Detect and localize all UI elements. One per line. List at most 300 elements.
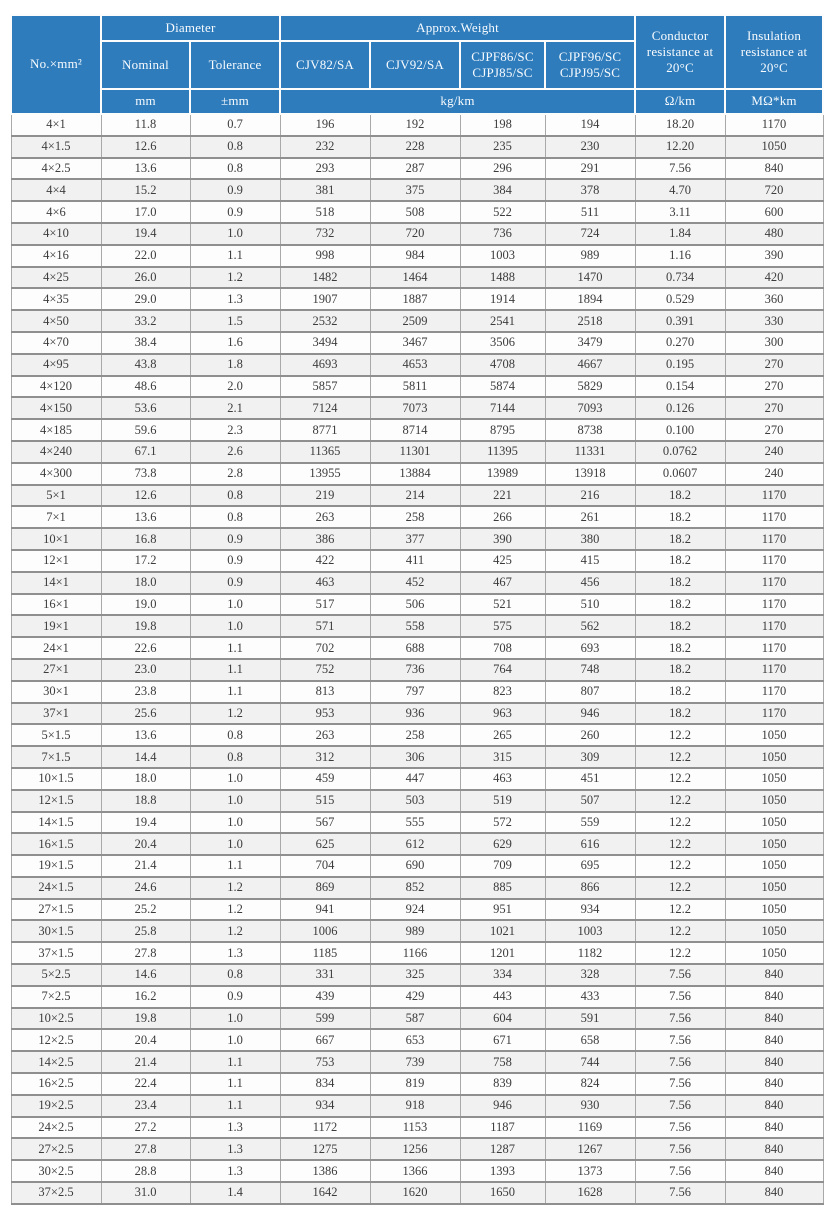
cell: 1482 [280, 267, 370, 289]
header-nominal: Nominal [101, 41, 190, 89]
cell: 12.2 [635, 920, 725, 942]
table-row [11, 397, 823, 419]
cell: 11395 [460, 441, 545, 463]
cell: 18.0 [101, 768, 190, 790]
cell: 1170 [725, 528, 823, 550]
table-row [11, 463, 823, 485]
cell: 503 [370, 790, 460, 812]
cell: 840 [725, 1138, 823, 1160]
cell: 22.6 [101, 637, 190, 659]
cell: 456 [545, 572, 635, 594]
cell: 12.20 [635, 136, 725, 158]
cell: 330 [725, 310, 823, 332]
cell: 1894 [545, 288, 635, 310]
cell: 1050 [725, 790, 823, 812]
cell: 0.529 [635, 288, 725, 310]
cell: 24.6 [101, 877, 190, 899]
cell: 480 [725, 223, 823, 245]
cell: 8738 [545, 419, 635, 441]
cell: 18.2 [635, 594, 725, 616]
table-row [11, 136, 823, 158]
cell: 19.8 [101, 615, 190, 637]
cell: 29.0 [101, 288, 190, 310]
cell: 797 [370, 681, 460, 703]
cell: 989 [370, 920, 460, 942]
cell: 263 [280, 506, 370, 528]
cell: 325 [370, 964, 460, 986]
cell: 24×2.5 [11, 1117, 101, 1139]
cell: 38.4 [101, 332, 190, 354]
cell: 452 [370, 572, 460, 594]
cell: 7×1.5 [11, 746, 101, 768]
cell: 7144 [460, 397, 545, 419]
cell: 48.6 [101, 376, 190, 398]
cell: 4667 [545, 354, 635, 376]
cell: 690 [370, 855, 460, 877]
cell: 720 [370, 223, 460, 245]
cell: 1166 [370, 942, 460, 964]
cell: 1.6 [190, 332, 280, 354]
table-row [11, 855, 823, 877]
cell: 18.2 [635, 637, 725, 659]
cell: 19.8 [101, 1008, 190, 1030]
cell: 384 [460, 179, 545, 201]
cell: 1464 [370, 267, 460, 289]
cell: 73.8 [101, 463, 190, 485]
cell: 27.8 [101, 1138, 190, 1160]
cell: 702 [280, 637, 370, 659]
unit-insulation: MΩ*km [725, 89, 823, 114]
unit-resistance: Ω/km [635, 89, 725, 114]
cell: 918 [370, 1095, 460, 1117]
table-row [11, 877, 823, 899]
cell: 4×10 [11, 223, 101, 245]
cell: 7073 [370, 397, 460, 419]
cell: 11365 [280, 441, 370, 463]
cell: 1170 [725, 114, 823, 136]
cell: 709 [460, 855, 545, 877]
cell: 1.2 [190, 899, 280, 921]
cell: 4×120 [11, 376, 101, 398]
cell: 463 [280, 572, 370, 594]
cell: 591 [545, 1008, 635, 1030]
cell: 447 [370, 768, 460, 790]
table-row [11, 1095, 823, 1117]
cell: 0.154 [635, 376, 725, 398]
cell: 10×1 [11, 528, 101, 550]
cell: 13884 [370, 463, 460, 485]
cell: 381 [280, 179, 370, 201]
cell: 19.0 [101, 594, 190, 616]
cell: 522 [460, 201, 545, 223]
cell: 192 [370, 114, 460, 136]
cell: 8795 [460, 419, 545, 441]
cell: 219 [280, 485, 370, 507]
cell: 1050 [725, 746, 823, 768]
cell: 221 [460, 485, 545, 507]
cell: 720 [725, 179, 823, 201]
cell: 625 [280, 833, 370, 855]
table-row [11, 920, 823, 942]
cell: 3.11 [635, 201, 725, 223]
cell: 306 [370, 746, 460, 768]
cell: 20.4 [101, 833, 190, 855]
cell: 8771 [280, 419, 370, 441]
cell: 18.2 [635, 572, 725, 594]
cell: 1393 [460, 1160, 545, 1182]
cell: 1.5 [190, 310, 280, 332]
table-row [11, 899, 823, 921]
cell: 1003 [545, 920, 635, 942]
cell: 15.2 [101, 179, 190, 201]
cell: 43.8 [101, 354, 190, 376]
table-row [11, 179, 823, 201]
cell: 4×70 [11, 332, 101, 354]
cell: 296 [460, 158, 545, 180]
cell: 0.8 [190, 158, 280, 180]
cell: 1650 [460, 1182, 545, 1204]
cell: 869 [280, 877, 370, 899]
cell: 12.2 [635, 855, 725, 877]
cell: 1050 [725, 812, 823, 834]
cell: 375 [370, 179, 460, 201]
table-row [11, 942, 823, 964]
cell: 16.2 [101, 986, 190, 1008]
cell: 230 [545, 136, 635, 158]
cell: 19×2.5 [11, 1095, 101, 1117]
cell: 5×2.5 [11, 964, 101, 986]
cell: 0.734 [635, 267, 725, 289]
table-row [11, 1008, 823, 1030]
cell: 1.0 [190, 790, 280, 812]
cell: 1170 [725, 703, 823, 725]
cell: 16×1 [11, 594, 101, 616]
cell: 24×1.5 [11, 877, 101, 899]
table-header [11, 15, 823, 114]
cell: 18.2 [635, 703, 725, 725]
cell: 5857 [280, 376, 370, 398]
cell: 422 [280, 550, 370, 572]
table-row [11, 812, 823, 834]
cell: 266 [460, 506, 545, 528]
cell: 13955 [280, 463, 370, 485]
cell: 1170 [725, 485, 823, 507]
cell: 12.2 [635, 877, 725, 899]
cell: 7.56 [635, 158, 725, 180]
cell: 1914 [460, 288, 545, 310]
table-row [11, 288, 823, 310]
cell: 840 [725, 1095, 823, 1117]
cell: 8714 [370, 419, 460, 441]
cell: 885 [460, 877, 545, 899]
cell: 386 [280, 528, 370, 550]
cell: 4×95 [11, 354, 101, 376]
cell: 924 [370, 899, 460, 921]
cell: 28.8 [101, 1160, 190, 1182]
cell: 14×1.5 [11, 812, 101, 834]
table-body [11, 114, 823, 1204]
cell: 753 [280, 1051, 370, 1073]
cell: 0.126 [635, 397, 725, 419]
table-row [11, 703, 823, 725]
cell: 17.0 [101, 201, 190, 223]
cell: 558 [370, 615, 460, 637]
cell: 1185 [280, 942, 370, 964]
table-row [11, 615, 823, 637]
cell: 1170 [725, 659, 823, 681]
cell: 196 [280, 114, 370, 136]
cell: 12.2 [635, 790, 725, 812]
cell: 27×1 [11, 659, 101, 681]
table-row [11, 528, 823, 550]
table-row [11, 681, 823, 703]
cell: 1.8 [190, 354, 280, 376]
cell: 5874 [460, 376, 545, 398]
cell: 658 [545, 1029, 635, 1051]
cell: 840 [725, 158, 823, 180]
table-row [11, 768, 823, 790]
cell: 748 [545, 659, 635, 681]
cell: 1170 [725, 681, 823, 703]
cell: 23.4 [101, 1095, 190, 1117]
cell: 1050 [725, 833, 823, 855]
header-cjpf96-line1: CJPF96/SC [558, 48, 622, 64]
cell: 390 [725, 245, 823, 267]
cell: 0.195 [635, 354, 725, 376]
cell: 1050 [725, 899, 823, 921]
cell: 415 [545, 550, 635, 572]
cell: 293 [280, 158, 370, 180]
cell: 764 [460, 659, 545, 681]
cell: 807 [545, 681, 635, 703]
cell: 31.0 [101, 1182, 190, 1204]
table-row [11, 964, 823, 986]
cell: 1275 [280, 1138, 370, 1160]
cell: 0.8 [190, 506, 280, 528]
cell: 1201 [460, 942, 545, 964]
cell: 1170 [725, 506, 823, 528]
cell: 852 [370, 877, 460, 899]
cell: 0.9 [190, 986, 280, 1008]
cell: 604 [460, 1008, 545, 1030]
cell: 667 [280, 1029, 370, 1051]
cell: 20.4 [101, 1029, 190, 1051]
cell: 736 [460, 223, 545, 245]
cell: 511 [545, 201, 635, 223]
cell: 235 [460, 136, 545, 158]
cell: 23.0 [101, 659, 190, 681]
cell: 671 [460, 1029, 545, 1051]
cell: 13.6 [101, 724, 190, 746]
cell: 12.2 [635, 768, 725, 790]
cell: 1.1 [190, 855, 280, 877]
cell: 839 [460, 1073, 545, 1095]
table-row [11, 1182, 823, 1204]
cell: 840 [725, 1073, 823, 1095]
cell: 7124 [280, 397, 370, 419]
cell: 7.56 [635, 1073, 725, 1095]
cell: 467 [460, 572, 545, 594]
cell: 261 [545, 506, 635, 528]
cell: 27.2 [101, 1117, 190, 1139]
cell: 4×1.5 [11, 136, 101, 158]
cell: 25.2 [101, 899, 190, 921]
header-approx-weight-group: Approx.Weight [280, 15, 635, 41]
cell: 1.3 [190, 1160, 280, 1182]
cell: 7.56 [635, 1008, 725, 1030]
cell: 559 [545, 812, 635, 834]
cell: 4×16 [11, 245, 101, 267]
cell: 984 [370, 245, 460, 267]
cell: 653 [370, 1029, 460, 1051]
header-diameter-group: Diameter [101, 15, 280, 41]
cell: 1.1 [190, 1095, 280, 1117]
cell: 4693 [280, 354, 370, 376]
cell: 1187 [460, 1117, 545, 1139]
cell: 25.6 [101, 703, 190, 725]
cell: 7.56 [635, 986, 725, 1008]
table-row [11, 572, 823, 594]
cell: 12.2 [635, 812, 725, 834]
cell: 4×35 [11, 288, 101, 310]
cell: 819 [370, 1073, 460, 1095]
cell: 4×2.5 [11, 158, 101, 180]
cell: 4×1 [11, 114, 101, 136]
cell: 14.6 [101, 964, 190, 986]
cell: 1.1 [190, 1073, 280, 1095]
cell: 30×2.5 [11, 1160, 101, 1182]
cell: 67.1 [101, 441, 190, 463]
cell: 10×2.5 [11, 1008, 101, 1030]
cell: 23.8 [101, 681, 190, 703]
cell: 2.1 [190, 397, 280, 419]
header-cjpf96 [545, 41, 635, 89]
cell: 575 [460, 615, 545, 637]
header-cjv92: CJV92/SA [370, 41, 460, 89]
cell: 12.2 [635, 942, 725, 964]
cell: 1620 [370, 1182, 460, 1204]
cell: 22.4 [101, 1073, 190, 1095]
cell: 26.0 [101, 267, 190, 289]
cell: 1366 [370, 1160, 460, 1182]
cell: 12×2.5 [11, 1029, 101, 1051]
cell: 1170 [725, 550, 823, 572]
cell: 2.0 [190, 376, 280, 398]
cell: 521 [460, 594, 545, 616]
cell: 420 [725, 267, 823, 289]
header-insulation-resistance-label: Insulation resistance at 20°C [740, 27, 808, 76]
cell: 1050 [725, 136, 823, 158]
cell: 1.2 [190, 877, 280, 899]
cell: 198 [460, 114, 545, 136]
cell: 27×2.5 [11, 1138, 101, 1160]
cell: 989 [545, 245, 635, 267]
cell: 18.2 [635, 528, 725, 550]
cell: 0.9 [190, 572, 280, 594]
cell: 18.2 [635, 681, 725, 703]
table-row [11, 790, 823, 812]
cell: 704 [280, 855, 370, 877]
cell: 334 [460, 964, 545, 986]
cell: 1170 [725, 594, 823, 616]
cell: 37×1.5 [11, 942, 101, 964]
cell: 4×150 [11, 397, 101, 419]
table-row [11, 114, 823, 136]
header-conductor-resistance [635, 15, 725, 89]
cell: 12×1.5 [11, 790, 101, 812]
cell: 0.8 [190, 485, 280, 507]
cell: 53.6 [101, 397, 190, 419]
header-conductor-resistance-label: Conductor resistance at 20°C [646, 27, 714, 76]
cell: 443 [460, 986, 545, 1008]
cell: 1.3 [190, 1117, 280, 1139]
header-row-units [11, 89, 823, 114]
cell: 555 [370, 812, 460, 834]
table-row [11, 419, 823, 441]
cell: 1170 [725, 615, 823, 637]
unit-mm: mm [101, 89, 190, 114]
cell: 451 [545, 768, 635, 790]
cell: 3494 [280, 332, 370, 354]
cell: 1.0 [190, 594, 280, 616]
cell: 0.9 [190, 201, 280, 223]
cell: 24×1 [11, 637, 101, 659]
cell: 1050 [725, 877, 823, 899]
cell: 507 [545, 790, 635, 812]
header-insulation-resistance [725, 15, 823, 89]
cell: 16.8 [101, 528, 190, 550]
table-row [11, 746, 823, 768]
cell: 14.4 [101, 746, 190, 768]
cell: 587 [370, 1008, 460, 1030]
cell: 0.7 [190, 114, 280, 136]
cell: 2509 [370, 310, 460, 332]
cell: 270 [725, 397, 823, 419]
cell: 30×1.5 [11, 920, 101, 942]
table-row [11, 310, 823, 332]
cell: 18.2 [635, 550, 725, 572]
header-cjpf96-line2: CJPJ95/SC [559, 65, 621, 80]
cell: 4×50 [11, 310, 101, 332]
cell: 13.6 [101, 506, 190, 528]
cell: 1373 [545, 1160, 635, 1182]
cell: 0.8 [190, 724, 280, 746]
table-row [11, 223, 823, 245]
cell: 18.8 [101, 790, 190, 812]
cell: 5×1 [11, 485, 101, 507]
table-row [11, 1073, 823, 1095]
cell: 519 [460, 790, 545, 812]
cell: 258 [370, 506, 460, 528]
cell: 813 [280, 681, 370, 703]
cell: 693 [545, 637, 635, 659]
cell: 12.2 [635, 899, 725, 921]
cell: 1.0 [190, 615, 280, 637]
cell: 12.6 [101, 136, 190, 158]
cell: 1287 [460, 1138, 545, 1160]
cell: 688 [370, 637, 460, 659]
cell: 1488 [460, 267, 545, 289]
cell: 1.84 [635, 223, 725, 245]
cell: 834 [280, 1073, 370, 1095]
cable-spec-table [10, 14, 824, 1205]
cell: 508 [370, 201, 460, 223]
cell: 0.100 [635, 419, 725, 441]
cell: 840 [725, 986, 823, 1008]
cell: 1642 [280, 1182, 370, 1204]
cell: 0.8 [190, 136, 280, 158]
cell: 1006 [280, 920, 370, 942]
